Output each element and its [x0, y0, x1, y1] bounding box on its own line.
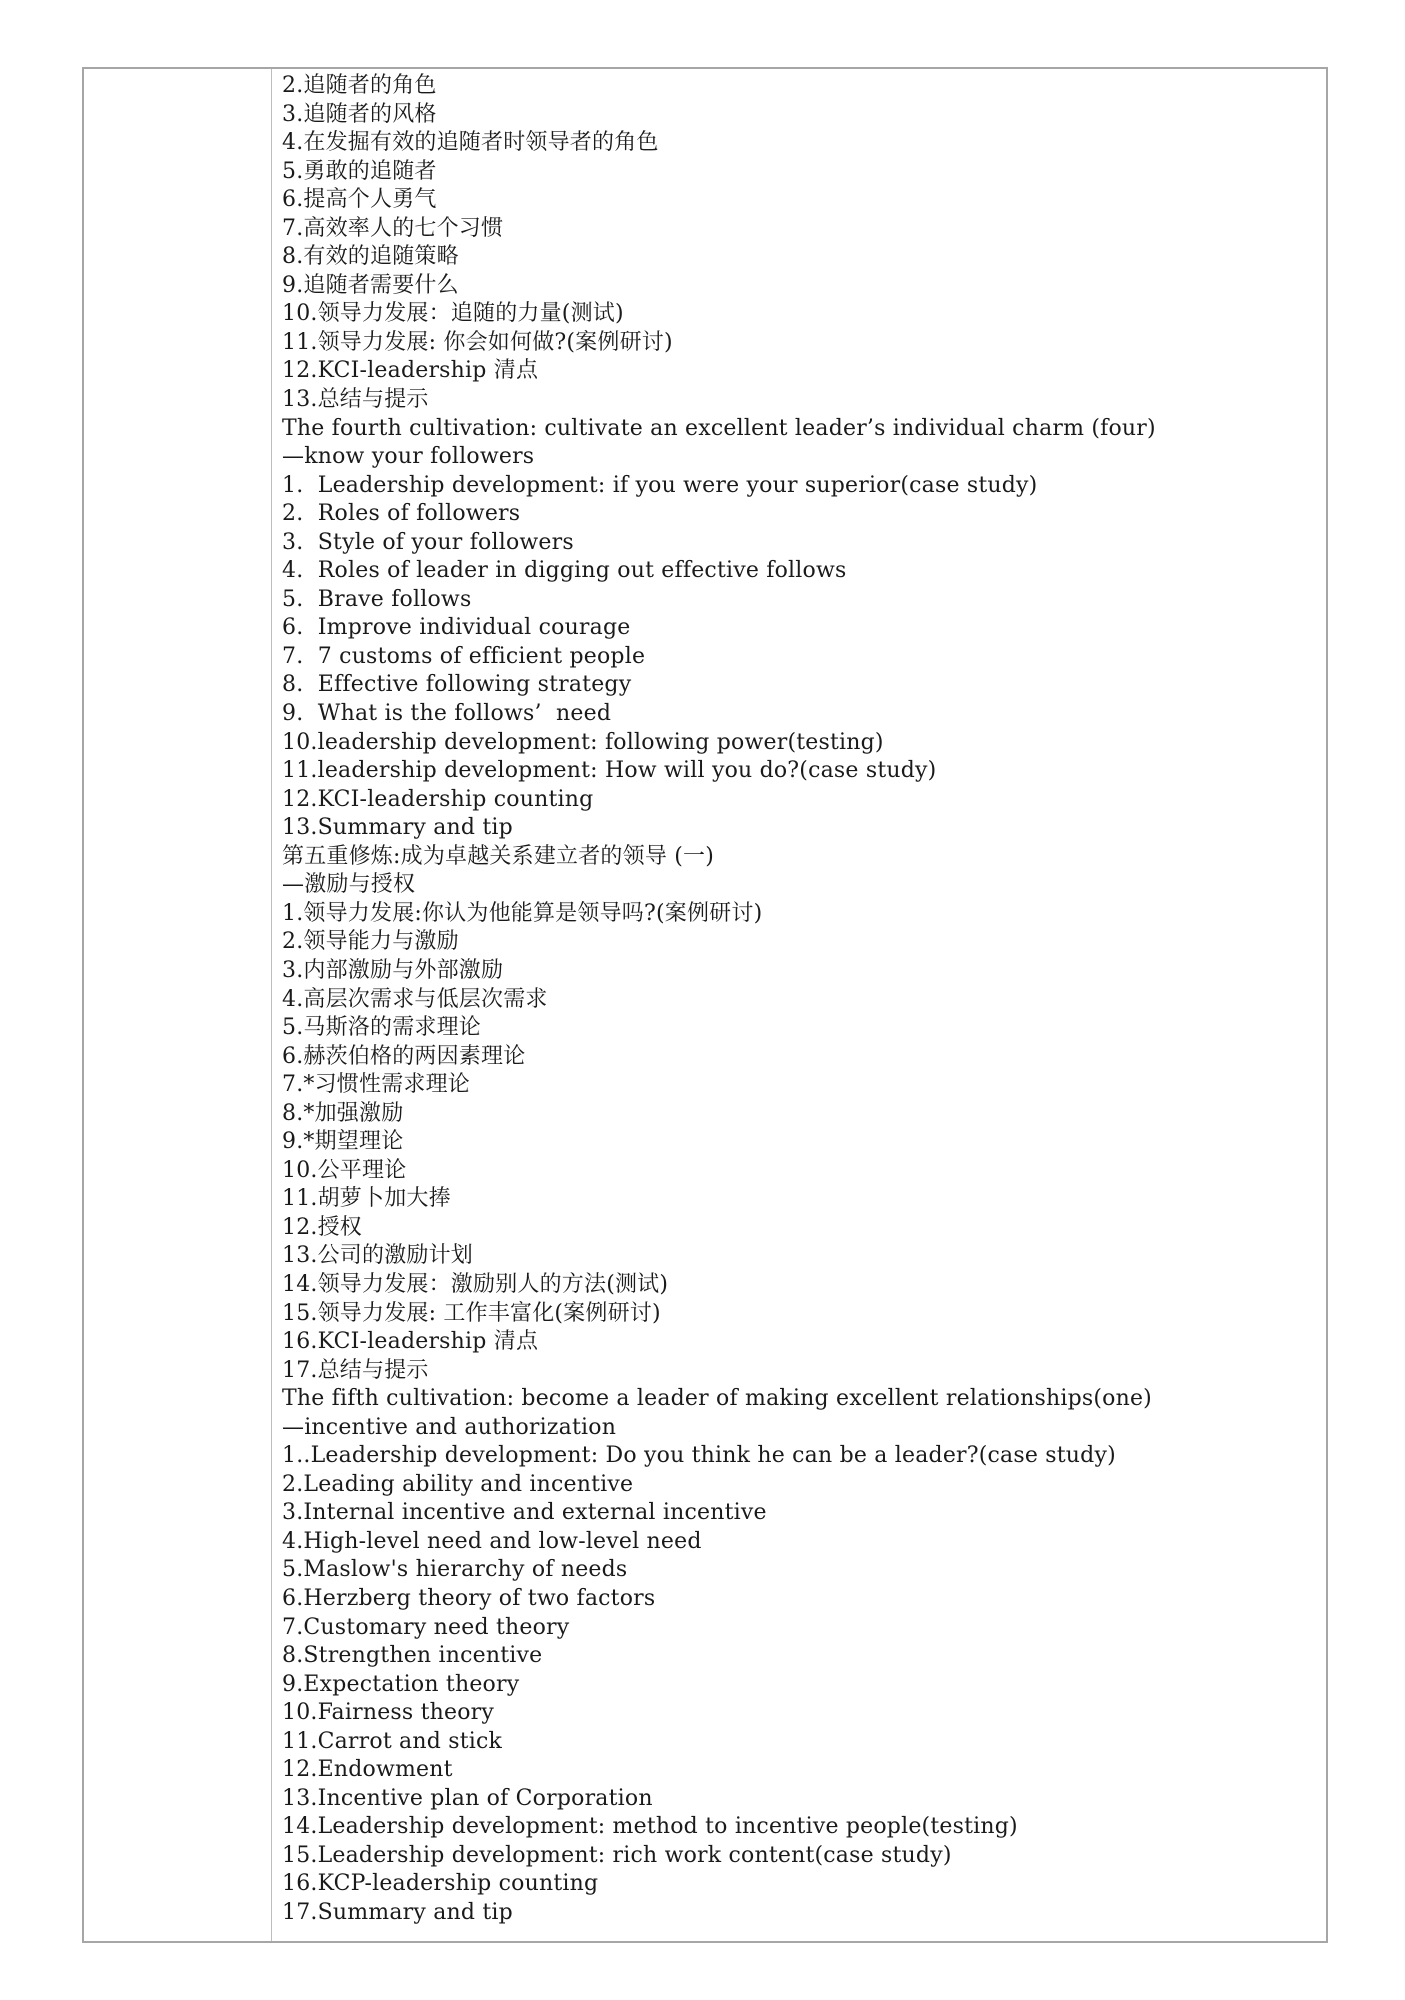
outline-line: 13.总结与提示 [282, 387, 429, 413]
outline-line: 16.KCI-leadership 清点 [282, 1329, 539, 1355]
outline-line: 14.领导力发展：激励别人的方法(测试) [282, 1271, 669, 1297]
section-heading-line: The fourth cultivation: cultivate an excellent leader’s individual charm (four) [282, 415, 1156, 441]
outline-line: 12.Endowment [282, 1757, 453, 1783]
section-subheading-line: —know your followers [282, 444, 535, 470]
outline-line: 8. Effective following strategy [282, 672, 632, 698]
outline-line: 6.Herzberg theory of two factors [282, 1585, 656, 1611]
outline-line: 1. Leadership development: if you were your superior(case study) [282, 472, 1038, 498]
table-frame [82, 67, 1328, 1943]
section-subheading-line: —incentive and authorization [282, 1414, 617, 1440]
outline-line: 3. Style of your followers [282, 529, 574, 555]
outline-line: 16.KCP-leadership counting [282, 1871, 599, 1897]
outline-line: 9.*期望理论 [282, 1129, 404, 1155]
outline-line: 11.leadership development: How will you do?(case study) [282, 758, 937, 784]
outline-line: 10.公平理论 [282, 1157, 407, 1183]
section-heading-line: The fifth cultivation: become a leader of making excellent relationships(one) [282, 1386, 1152, 1412]
section-subheading-line: —激励与授权 [282, 872, 416, 898]
outline-line: 17.总结与提示 [282, 1357, 429, 1383]
outline-line: 13.Incentive plan of Corporation [282, 1785, 653, 1811]
outline-line: 2.追随者的角色 [282, 73, 437, 98]
outline-line: 7.Customary need theory [282, 1614, 570, 1640]
section-heading-line: 第五重修炼:成为卓越关系建立者的领导 (一) [282, 843, 714, 869]
outline-line: 7.高效率人的七个习惯 [282, 215, 504, 241]
outline-line: 7.*习惯性需求理论 [282, 1072, 470, 1098]
outline-line: 2. Roles of followers [282, 501, 521, 527]
outline-line: 2.Leading ability and incentive [282, 1471, 634, 1497]
outline-line: 3.追随者的风格 [282, 101, 437, 127]
outline-line: 2.领导能力与激励 [282, 929, 459, 955]
outline-line: 8.Strengthen incentive [282, 1643, 543, 1669]
outline-line: 10.Fairness theory [282, 1700, 495, 1726]
outline-line: 10.领导力发展：追随的力量(测试) [282, 301, 624, 327]
course-outline-cell [282, 72, 1316, 1928]
outline-line: 15.Leadership development: rich work content(case study) [282, 1842, 952, 1868]
outline-line: 5.Maslow's hierarchy of needs [282, 1557, 628, 1583]
outline-line: 7. 7 customs of efficient people [282, 643, 646, 669]
outline-line: 11.Carrot and stick [282, 1728, 503, 1754]
outline-line: 8.*加强激励 [282, 1100, 404, 1126]
outline-line: 13.公司的激励计划 [282, 1243, 473, 1269]
outline-line: 8.有效的追随策略 [282, 244, 459, 270]
outline-line: 6. Improve individual courage [282, 615, 631, 641]
outline-line: 5.勇敢的追随者 [282, 158, 437, 184]
outline-line: 5. Brave follows [282, 586, 472, 612]
outline-line: 9.追随者需要什么 [282, 272, 459, 298]
left-empty-cell [84, 69, 272, 1941]
outline-line: 5.马斯洛的需求理论 [282, 1015, 481, 1041]
outline-line: 10.leadership development: following power(testing) [282, 729, 884, 755]
outline-line: 12.KCI-leadership 清点 [282, 358, 539, 384]
outline-line: 9. What is the follows’ need [282, 701, 612, 727]
outline-line: 4. Roles of leader in digging out effective follows [282, 558, 847, 584]
outline-line: 15.领导力发展: 工作丰富化(案例研讨) [282, 1300, 661, 1326]
outline-line: 12.KCI-leadership counting [282, 786, 594, 812]
outline-line: 4.高层次需求与低层次需求 [282, 986, 548, 1012]
outline-line: 1..Leadership development: Do you think he can be a leader?(case study) [282, 1443, 1116, 1469]
outline-line: 11.胡萝卜加大捧 [282, 1186, 451, 1212]
outline-line: 4.High-level need and low-level need [282, 1528, 702, 1554]
outline-line: 3.Internal incentive and external incentive [282, 1500, 767, 1526]
outline-line: 1.领导力发展:你认为他能算是领导吗?(案例研讨) [282, 900, 763, 926]
outline-line: 4.在发掘有效的追随者时领导者的角色 [282, 130, 659, 156]
outline-line: 6.提高个人勇气 [282, 187, 437, 213]
outline-line: 6.赫茨伯格的两因素理论 [282, 1043, 526, 1069]
outline-line: 11.领导力发展: 你会如何做?(案例研讨) [282, 329, 673, 355]
outline-line: 13.Summary and tip [282, 815, 513, 841]
outline-line: 14.Leadership development: method to incentive people(testing) [282, 1814, 1018, 1840]
outline-line: 3.内部激励与外部激励 [282, 957, 504, 983]
outline-line: 17.Summary and tip [282, 1900, 513, 1925]
outline-line: 9.Expectation theory [282, 1671, 520, 1697]
outline-line: 12.授权 [282, 1214, 362, 1240]
